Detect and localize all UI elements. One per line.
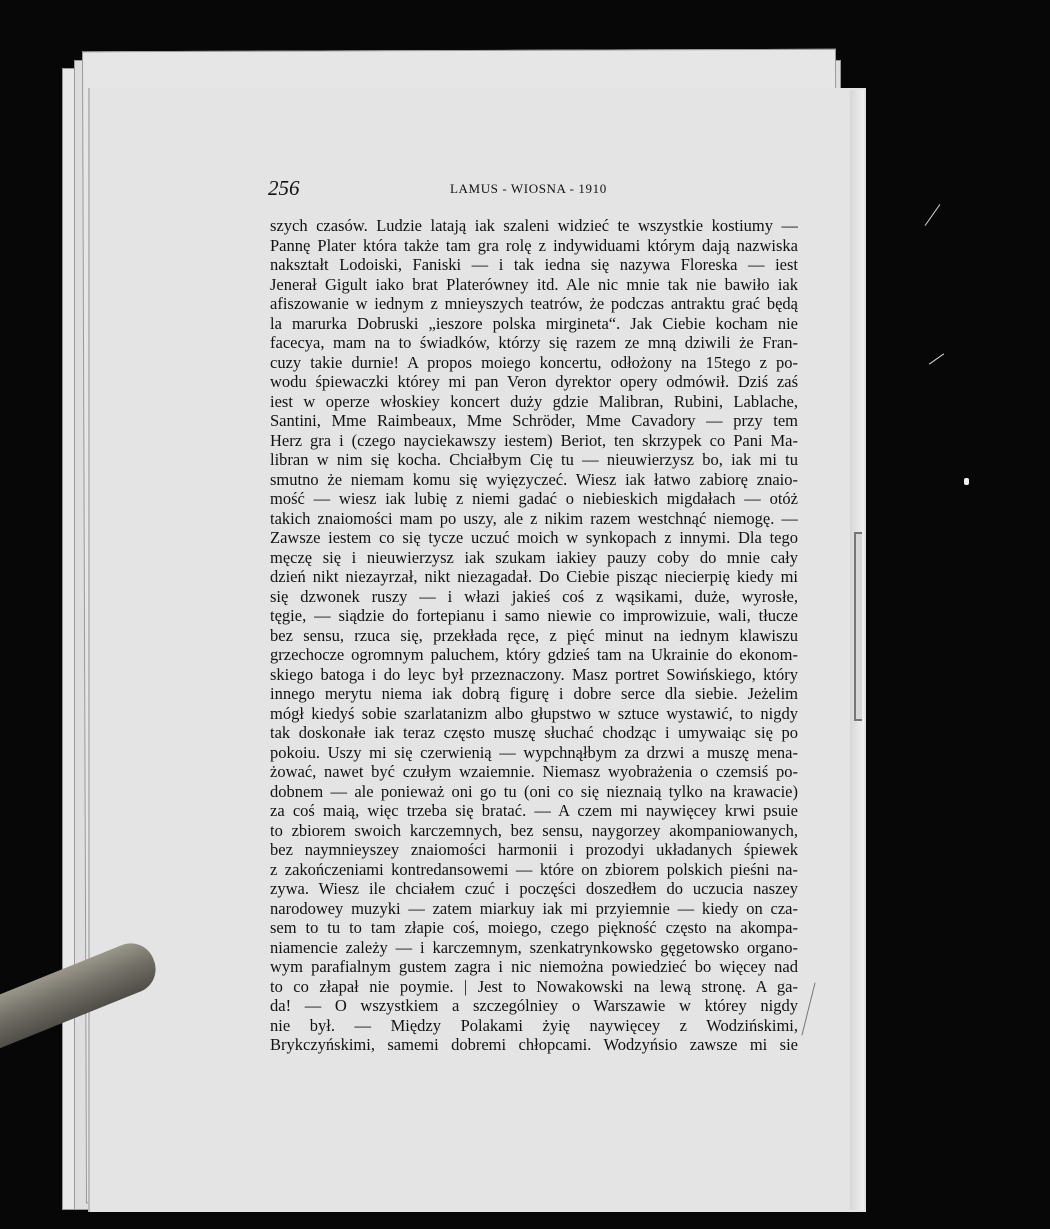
scan-speck (964, 478, 969, 485)
text-line: żować, nawet być czułym wzaiemnie. Niemasz wyobrażenia o czemsiś po- (270, 762, 798, 781)
scan-scratch (925, 204, 941, 226)
text-line: libran w nim się kocha. Chciałbym Cię tu — nieuwierzysz bo, iak mi tu (270, 450, 798, 469)
text-line: da! — O wszystkiem a szczególniey o Warszawie w którey nigdy (270, 996, 798, 1015)
text-line: narodowey muzyki — zatem miarkuy iak mi przyiemnie — kiedy on cza- (270, 898, 798, 918)
text-line: za coś maią, więc trzeba się bratać. — A czem mi naywięcey krwi psuie (270, 801, 798, 820)
text-line: tak doskonałe iak teraz często muszę słuchać chodząc i umywaiąc się po (270, 723, 798, 742)
page-tab-marker (854, 532, 862, 721)
text-line: Brykczyńskimi, samemi dobremi chłopcami. Wodzyńsio zawsze mi sie (270, 1035, 798, 1054)
text-line: sem to tu to tam złapie coś, moiego, czego piękność często na akompa- (270, 918, 798, 937)
text-line: wym parafialnym gustem zagra i nic niemożna powiedzieć bo więcey nad (270, 957, 798, 976)
text-line: mógł kiedyś sobie szarlatanizm albo głupstwo w sztuce wystawić, to nigdy (270, 703, 798, 723)
text-line: Zawsze iestem co się tycze uczuć moich w synkopach z innymi. Dla tego (270, 528, 798, 547)
text-line: iest w operze włoskiey koncert duży gdzie Malibran, Rubini, Lablache, (270, 391, 798, 411)
text-line: Jenerał Gigult iako brat Platerówney itd. Ale nic mnie tak nie bawiło iak (270, 274, 798, 294)
text-line: facecya, mam na to świadków, którzy się razem ze mną dziwili że Fran- (270, 333, 798, 352)
text-line: grzechocze ogromnym paluchem, który gdzieś tam na Ukrainie do ekonom- (270, 645, 798, 664)
running-head: LAMUS - WIOSNA - 1910 (450, 181, 607, 196)
page-number: 256 (268, 176, 300, 200)
text-line: afiszowanie w iednym z mnieyszych teatrów, że podczas antraktu grać będą (270, 294, 798, 313)
text-line: szych czasów. Ludzie latają iak szaleni widzieć te wszystkie kostiumy — (270, 216, 798, 235)
text-line: bez sensu, rzuca się, przekłada ręce, z pięć minut na iednym klawiszu (270, 625, 798, 645)
text-line: niamencie zależy — i karczemnym, szenkatrynkowsko gęgetowsko organo- (270, 937, 798, 957)
text-line: nakształt Lodoiski, Faniski — i tak iedna się nazywa Floreska — iest (270, 255, 798, 274)
text-line: pokoiu. Uszy mi się czerwienią — wypchnąłbym za drzwi a muszę mena- (270, 742, 798, 762)
text-line: mość — wiesz iak lubię z niemi gadać o niebieskich migdałach — otóż (270, 489, 798, 508)
text-line: takich znaiomości mam po uszy, ale z nikim razem westchnąć niemogę. — (270, 508, 798, 528)
text-line: Pannę Plater która także tam gra rolę z indywiduami którym dają nazwiska (270, 235, 798, 255)
text-line: Herz gra i (czego nayciekawszy iestem) Beriot, ten skrzypek co Pani Ma- (270, 430, 798, 450)
text-line: skiego batoga i do leyc był przeznaczony. Masz portret Sowińskiego, który (270, 664, 798, 684)
text-line: Santini, Mme Raimbeaux, Mme Schröder, Mme Cavadory — przy tem (270, 411, 798, 430)
text-line: to zbiorem swoich karczemnych, bez sensu, naygorzey akompaniowanych, (270, 820, 798, 840)
text-line: smutno że niemam komu się wyięzyczeć. Wiesz iak łatwo zabiorę znaio- (270, 469, 798, 489)
text-line: zywa. Wiesz ile chciałem czuć i poczęści doszedłem do uczucia naszey (270, 879, 798, 898)
text-line: się dzwonek ruszy — i włazi jakieś coś z wąsikami, duże, wyrosłe, (270, 586, 798, 606)
scan-scratch (929, 353, 944, 364)
text-line: z zakończeniami kontredansowemi — które on zbiorem polskich pieśni na- (270, 859, 798, 879)
text-line: la marurka Dobruski „ieszore polska mirgineta“. Jak Ciebie kocham nie (270, 313, 798, 333)
body-text (270, 216, 798, 1055)
text-line: wodu śpiewaczki którey mi pan Veron dyrektor opery odmówił. Dziś zaś (270, 372, 798, 391)
text-line: męczę się i nieuwierzysz iak szukam iakiey pauzy coby do mnie cały (270, 547, 798, 567)
text-line: innego merytu niema iak dobrą figurę i dobre serce dla siebie. Jeżelim (270, 684, 798, 703)
text-line: tęgie, — siądzie do fortepianu i samo niewie co improwizuie, wali, tłucze (270, 606, 798, 625)
text-line: dzień nikt niezayrzał, nikt niezagadał. Do Ciebie pisząc niecierpię kiedy mi (270, 567, 798, 586)
text-line: nie był. — Między Polakami żyię naywięcey z Wodzińskimi, (270, 1015, 798, 1035)
text-line: bez naymnieyszey znaiomości harmonii i prozodyi układanych śpiewek (270, 840, 798, 859)
text-line: to co złapał nie poymie. | Jest to Nowakowski na lewą stronę. A ga- (270, 976, 798, 996)
text-line: dobnem — ale ponieważ oni go tu (oni co się nieznaią tylko na krawacie) (270, 781, 798, 801)
text-line: cuzy takie durnie! A propos moiego koncertu, odłożony na 15tego z po- (270, 352, 798, 372)
page-header (268, 176, 798, 206)
